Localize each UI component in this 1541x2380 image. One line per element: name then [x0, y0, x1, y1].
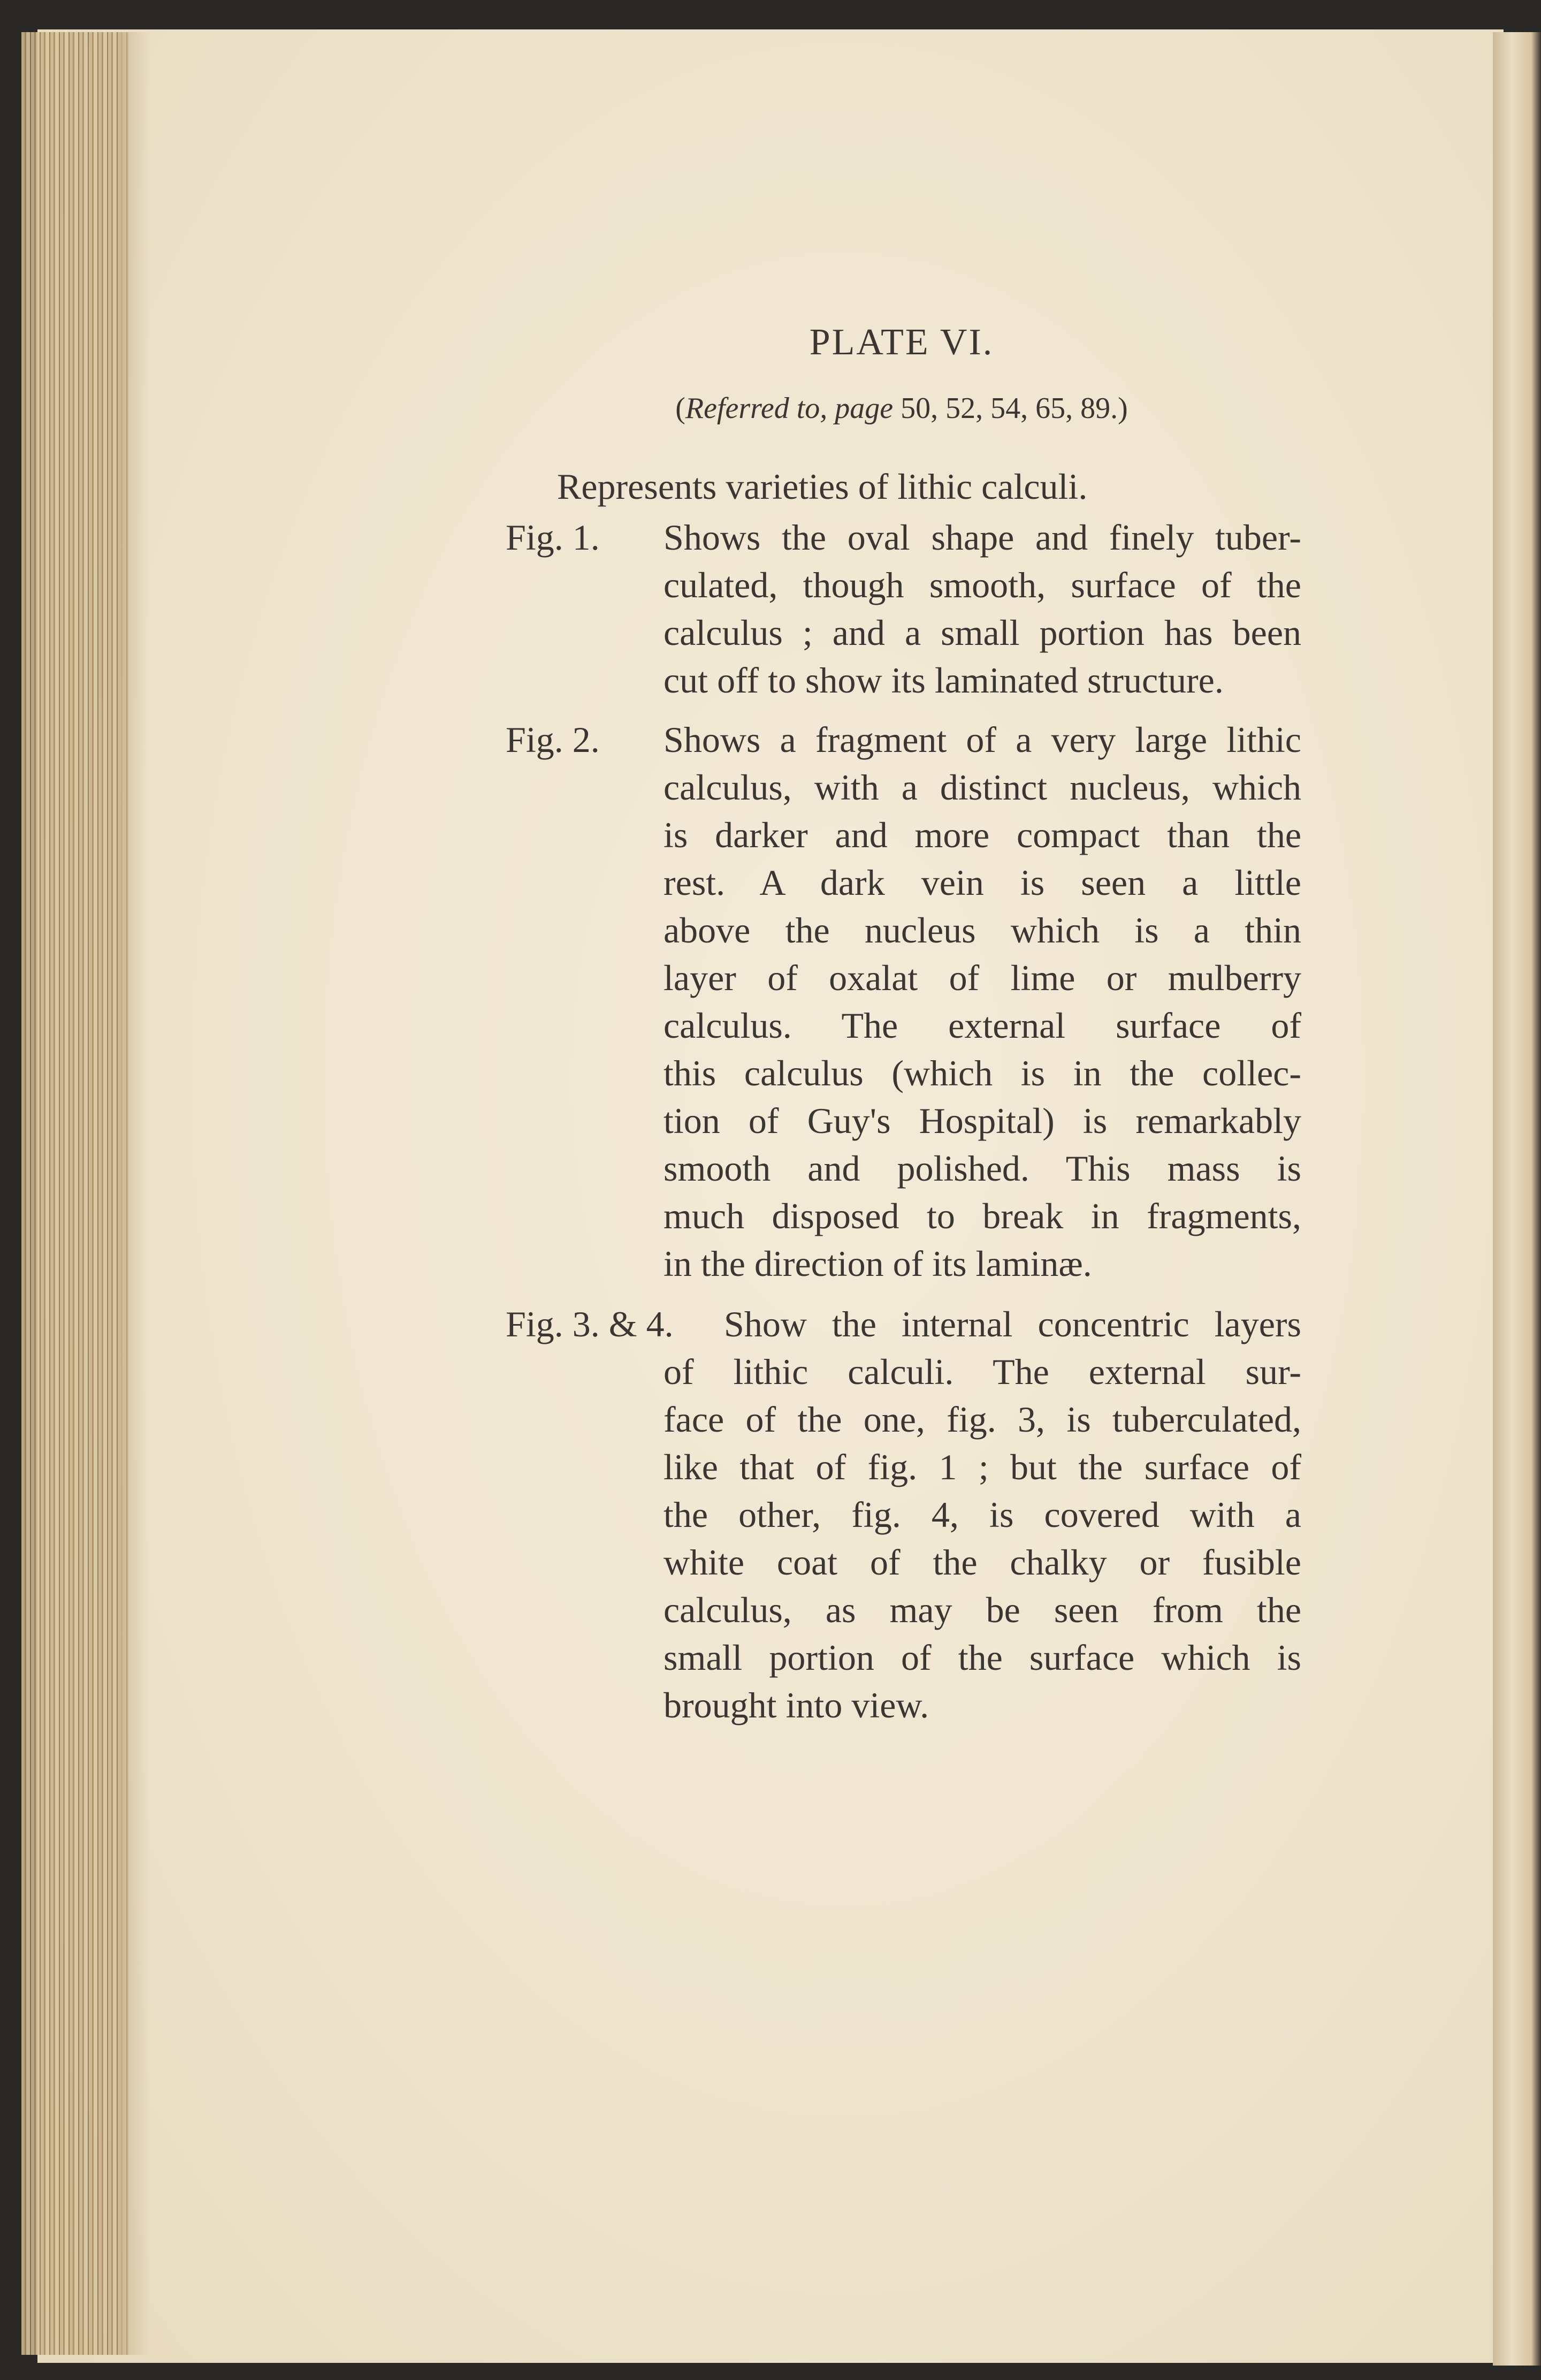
figure-label: Fig. 2.: [506, 719, 600, 760]
figure-text-line: much disposed to break in fragments,: [663, 1196, 1301, 1236]
paren-open: (: [675, 392, 685, 425]
figure-text-line: Show the internal concentric layers: [724, 1304, 1301, 1344]
intro-text: Represents varieties of lithic calculi.: [557, 466, 1088, 507]
figure-label: Fig. 3. & 4.: [506, 1304, 674, 1344]
figure-text-line: smooth and polished. This mass is: [663, 1148, 1301, 1189]
reference-label: Referred to, page: [685, 392, 894, 425]
figure-text-line: like that of fig. 1 ; but the surface of: [663, 1447, 1301, 1487]
figure-text-line: the other, fig. 4, is covered with a: [663, 1494, 1301, 1535]
figure-text-line: cut off to show its laminated structure.: [663, 660, 1224, 701]
reference-pages: 50, 52, 54, 65, 89.: [901, 392, 1118, 425]
figure-text-line: calculus, as may be seen from the: [663, 1590, 1301, 1630]
figure-text-line: rest. A dark vein is seen a little: [663, 862, 1301, 903]
figure-text-line: this calculus (which is in the collec-: [663, 1053, 1301, 1093]
figure-text-line: calculus, with a distinct nucleus, which: [663, 767, 1301, 808]
page-reference: [0, 393, 1541, 423]
figure-text-line: of lithic calculi. The external sur-: [663, 1351, 1301, 1392]
figure-text-line: small portion of the surface which is: [663, 1637, 1301, 1678]
figure-text-line: brought into view.: [663, 1685, 929, 1725]
figure-text-line: is darker and more compact than the: [663, 815, 1301, 855]
figure-text-line: calculus. The external surface of: [663, 1005, 1301, 1046]
plate-title: PLATE VI.: [809, 322, 994, 363]
figure-text-line: Shows a fragment of a very large lithic: [663, 719, 1301, 760]
figure-text-line: culated, though smooth, surface of the: [663, 565, 1301, 605]
figure-text-line: face of the one, fig. 3, is tuberculated,: [663, 1399, 1301, 1440]
figure-text-line: tion of Guy's Hospital) is remarkably: [663, 1100, 1301, 1141]
figure-text-line: above the nucleus which is a thin: [663, 910, 1301, 951]
figure-text-line: white coat of the chalky or fusible: [663, 1542, 1301, 1583]
figure-label: Fig. 1.: [506, 517, 600, 558]
figure-text-line: in the direction of its laminæ.: [663, 1243, 1092, 1284]
page-edges-left: [21, 32, 128, 2355]
figure-text-line: calculus ; and a small portion has been: [663, 612, 1301, 653]
paren-close: ): [1118, 392, 1128, 425]
facing-page-edge: [1493, 32, 1541, 2366]
figure-text-line: layer of oxalat of lime or mulberry: [663, 957, 1301, 998]
figure-text-line: Shows the oval shape and finely tuber-: [663, 517, 1301, 558]
